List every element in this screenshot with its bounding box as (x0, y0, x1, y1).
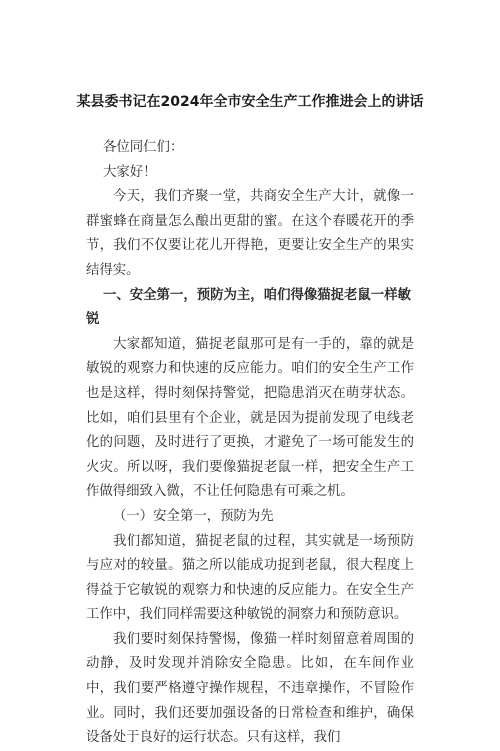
salutation: 各位同仁们： (103, 140, 184, 155)
section-heading: 一、安全第一，预防为主，咱们得像猫捉老鼠一样敏锐 (86, 287, 411, 328)
document-body (86, 136, 414, 751)
intro-paragraph: 今天，我们齐聚一堂，共商安全生产大计，就像一群蜜蜂在商量怎么酿出更甜的蜜。在这个春暖花开的季节，我们不仅要让花儿开得艳，更要让安全生产的果实结得实。 (86, 189, 414, 278)
section-paragraph: 大家都知道，猫捉老鼠那可是有一手的，靠的就是敏锐的观察力和快速的反应能力。咱们的安全生产工作也是这样，得时刻保持警觉，把隐患消灭在萌芽状态。比如，咱们县里有个企业，就是因为提前发现了电线老化的问题，及时进行了更换，才避免了一场可能发生的火灾。所以呀，我们要像猫捉老鼠一样，把安全生产工作做得细致入微，不让任何隐患有可乘之机。 (86, 336, 414, 500)
document-title: 某县委书记在2024年全市安全生产工作推进会上的讲话 (76, 94, 424, 110)
greeting: 大家好！ (103, 164, 157, 180)
subsection-paragraph: 我们都知道，猫捉老鼠的过程，其实就是一场预防与应对的较量。猫之所以能成功捉到老鼠，很大程度上得益于它敏锐的观察力和快速的反应能力。在安全生产工作中，我们同样需要这种敏锐的洞察力和预防意识。 (86, 533, 414, 623)
subsection-paragraph: 我们要时刻保持警惕，像猫一样时刻留意着周围的动静，及时发现并消除安全隐患。比如，在车间作业中，我们要严格遵守操作规程，不违章操作，不冒险作业。同时，我们还要加强设备的日常检查和维护，确保设备处于良好的运行状态。只有这样，我们 (86, 631, 414, 746)
subsection-heading: （一）安全第一，预防为先 (113, 508, 274, 524)
